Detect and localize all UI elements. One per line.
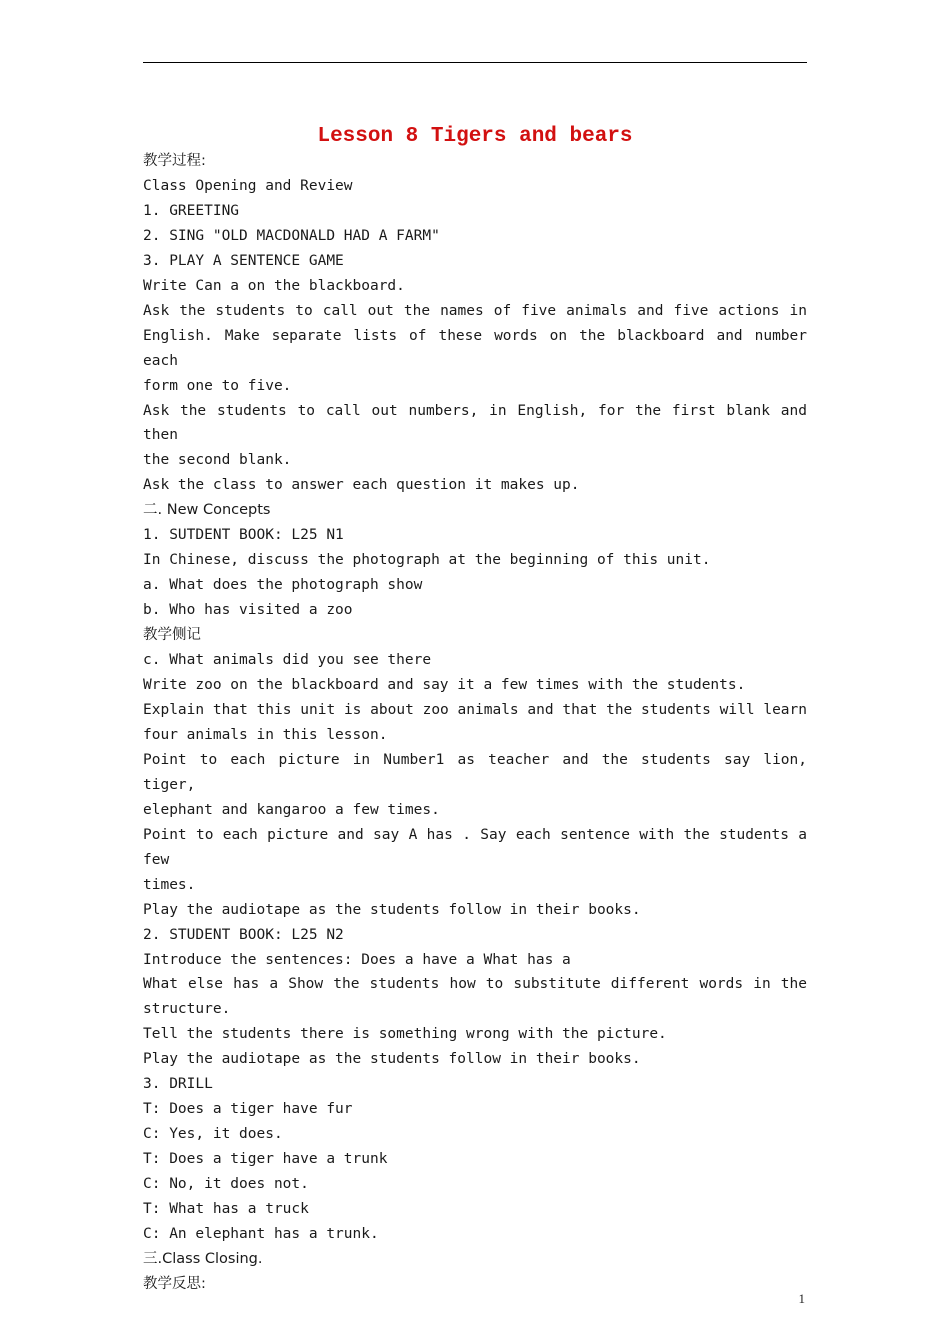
text-line: form one to five. xyxy=(143,377,292,394)
text-line: four animals in this lesson. xyxy=(143,726,388,743)
text-line: Point to each picture and say A has . Say each sentence with the students a few xyxy=(143,826,807,868)
text-line: Ask the students to call out the names of five animals and five actions in xyxy=(143,302,807,319)
text-line: 3. PLAY A SENTENCE GAME xyxy=(143,252,344,269)
text-line: Introduce the sentences: Does a have a What has a xyxy=(143,951,571,968)
text-line: C: No, it does not. xyxy=(143,1176,309,1193)
text-line: 2. STUDENT BOOK: L25 N2 xyxy=(143,926,344,943)
text-line: Class Opening and Review xyxy=(143,177,353,194)
text-line: Play the audiotape as the students follow in their books. xyxy=(143,901,641,918)
text-line: 3. DRILL xyxy=(143,1076,213,1093)
text-line: In Chinese, discuss the photograph at the beginning of this unit. xyxy=(143,552,711,569)
text-line: 三.Class Closing. xyxy=(143,1250,263,1267)
text-line: 教学侧记 xyxy=(143,627,201,644)
text-line: 1. GREETING xyxy=(143,202,240,219)
text-line: Ask the class to answer each question it makes up. xyxy=(143,477,580,494)
text-line: b. Who has visited a zoo xyxy=(143,602,353,619)
text-line: C: An elephant has a trunk. xyxy=(143,1225,379,1242)
text-line: times. xyxy=(143,876,196,893)
text-line: 教学反思: xyxy=(143,1275,206,1292)
text-line: What else has a Show the students how to substitute different words in the xyxy=(143,976,807,993)
page-number: 1 xyxy=(798,1291,805,1306)
text-line: Write Can a on the blackboard. xyxy=(143,277,405,294)
text-line: Point to each picture in Number1 as teacher and the students say lion, tiger, xyxy=(143,751,807,793)
text-line: Explain that this unit is about zoo animals and that the students will learn xyxy=(143,701,807,718)
text-line: Tell the students there is something wrong with the picture. xyxy=(143,1026,667,1043)
text-line: 1. SUTDENT BOOK: L25 N1 xyxy=(143,527,344,544)
text-line: Ask the students to call out numbers, in English, for the first blank and then xyxy=(143,402,807,444)
text-line: T: Does a tiger have fur xyxy=(143,1101,353,1118)
text-line: 二. New Concepts xyxy=(143,502,271,519)
text-line: Play the audiotape as the students follow in their books. xyxy=(143,1051,641,1068)
text-line: structure. xyxy=(143,1001,231,1018)
text-line: T: Does a tiger have a trunk xyxy=(143,1151,388,1168)
text-line: 教学过程: xyxy=(143,153,206,169)
text-line: English. Make separate lists of these words on the blackboard and number each xyxy=(143,327,807,369)
text-line: 2. SING "OLD MACDONALD HAD A FARM" xyxy=(143,227,440,244)
text-line: c. What animals did you see there xyxy=(143,652,432,669)
text-line: a. What does the photograph show xyxy=(143,577,423,594)
text-line: the second blank. xyxy=(143,452,292,469)
text-line: Write zoo on the blackboard and say it a few times with the students. xyxy=(143,677,746,694)
document-body xyxy=(143,149,807,1297)
header-rule xyxy=(143,62,807,63)
text-line: elephant and kangaroo a few times. xyxy=(143,801,440,818)
text-line: C: Yes, it does. xyxy=(143,1126,283,1143)
page-title: Lesson 8 Tigers and bears xyxy=(317,125,633,148)
text-line: T: What has a truck xyxy=(143,1201,309,1218)
